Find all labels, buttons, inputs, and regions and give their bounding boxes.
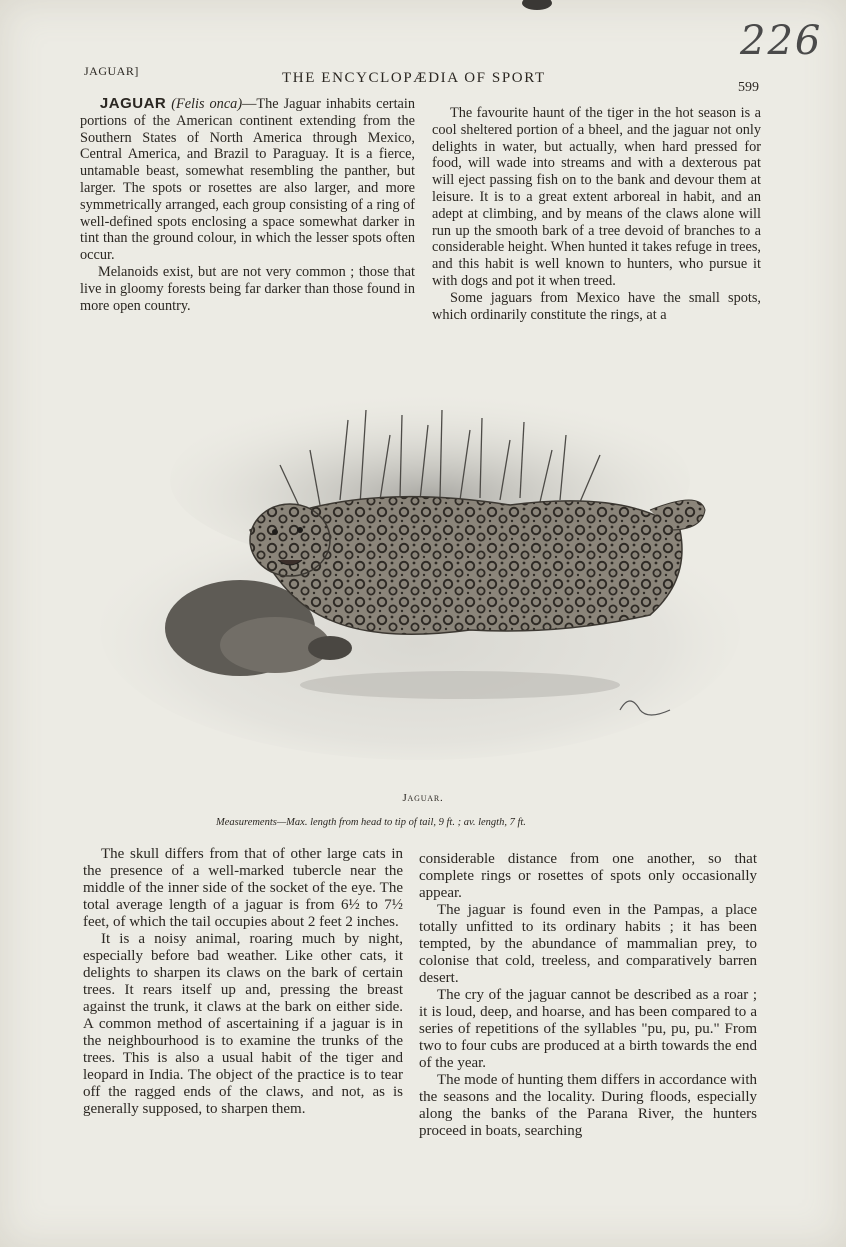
figure-caption: Jaguar.: [402, 792, 444, 804]
jaguar-illustration: [90, 380, 770, 780]
paragraph: The mode of hunting them differs in accordance with the seasons and the locality. During floods, especially along the banks of the Parana River, the hunters proceed in boats, searching: [419, 1072, 757, 1139]
figure-measurements: Measurements—Max. length from head to tip of tail, 9 ft. ; av. length, 7 ft.: [216, 817, 526, 828]
paragraph-text: —The Jaguar inhabits certain portions of the American continent extending from the Southern States of North America through Mexico, Central America, and Brazil to Paraguay. It is a fierce, untamable beast, somewhat resembling the panther, but larger. The spots or rosettes are also larger, and more symmetrically arranged, each group consisting of a ring of well-defined spots enclosing a space somewhat darker in tint than the ground colour, in which the lesser spots often occur.: [80, 96, 416, 264]
paragraph: The favourite haunt of the tiger in the hot season is a cool sheltered portion of a bheel, and the jaguar not only delights in water, but actually, when hard pressed for food, will wade into streams and with a dexterous pat will eject passing fish on to the bank and devour them at leisure. It is to a great extent arboreal in habit, and an adept at climbing, and by means of the claws alone will run up the smooth bark of a tree devoid of branches to a considerable height. When hunted it takes refuge in trees, and this habit is well known to hunters, who pursue it with dogs and pot it when treed.: [432, 105, 761, 289]
paragraph: [80, 96, 415, 264]
paragraph: The jaguar is found even in the Pampas, a place totally unfitted to its ordinary habits ; it has been tempted, by the abundance of mammalian prey, to colonise that cold, treeless, and comparatively barren desert.: [419, 902, 757, 986]
paragraph: Melanoids exist, but are not very common ; those that live in gloomy forests being far darker than those found in more open country.: [80, 263, 415, 314]
latin-name: (Felis onca): [171, 96, 243, 112]
column-bottom-right: [419, 851, 757, 1140]
column-top-right: [432, 105, 761, 323]
column-bottom-left: [83, 846, 403, 1118]
running-head: JAGUAR]: [84, 64, 139, 78]
paragraph: The cry of the jaguar cannot be described as a roar ; it is loud, deep, and hoarse, and has been compared to a series of repetitions of the syllables "pu, pu, pu." From two to four cubs are produced at a birth towards the end of the year.: [419, 987, 757, 1071]
column-top-left: [80, 96, 415, 314]
handwritten-note: 226: [740, 18, 823, 64]
paragraph: considerable distance from one another, so that complete rings or rosettes of spots only occasionally appear.: [419, 851, 757, 901]
paragraph: Some jaguars from Mexico have the small spots, which ordinarily constitute the rings, at a: [432, 289, 761, 323]
entry-headword: JAGUAR: [99, 95, 167, 112]
page-title: THE ENCYCLOPÆDIA OF SPORT: [282, 70, 546, 86]
paragraph: The skull differs from that of other large cats in the presence of a well-marked tubercle near the middle of the inner side of the socket of the eye. The total average length of a jaguar is from 6½ to 7½ feet, of which the tail occupies about 2 feet 2 inches.: [83, 846, 403, 930]
binding-hole: [522, 0, 552, 10]
page-number: 599: [738, 80, 759, 95]
paragraph: It is a noisy animal, roaring much by night, especially before bad weather. Like other cats, it delights to sharpen its claws on the bark of certain trees. It rears itself up and, pressing the breast against the trunk, it claws at the bark on either side. A common method of ascertaining if a jaguar is in the neighbourhood is to examine the trunks of the trees. This is also a usual habit of the tiger and leopard in India. The object of the practice is to tear off the ragged ends of the claws, and not, as is generally supposed, to sharpen them.: [83, 931, 403, 1117]
